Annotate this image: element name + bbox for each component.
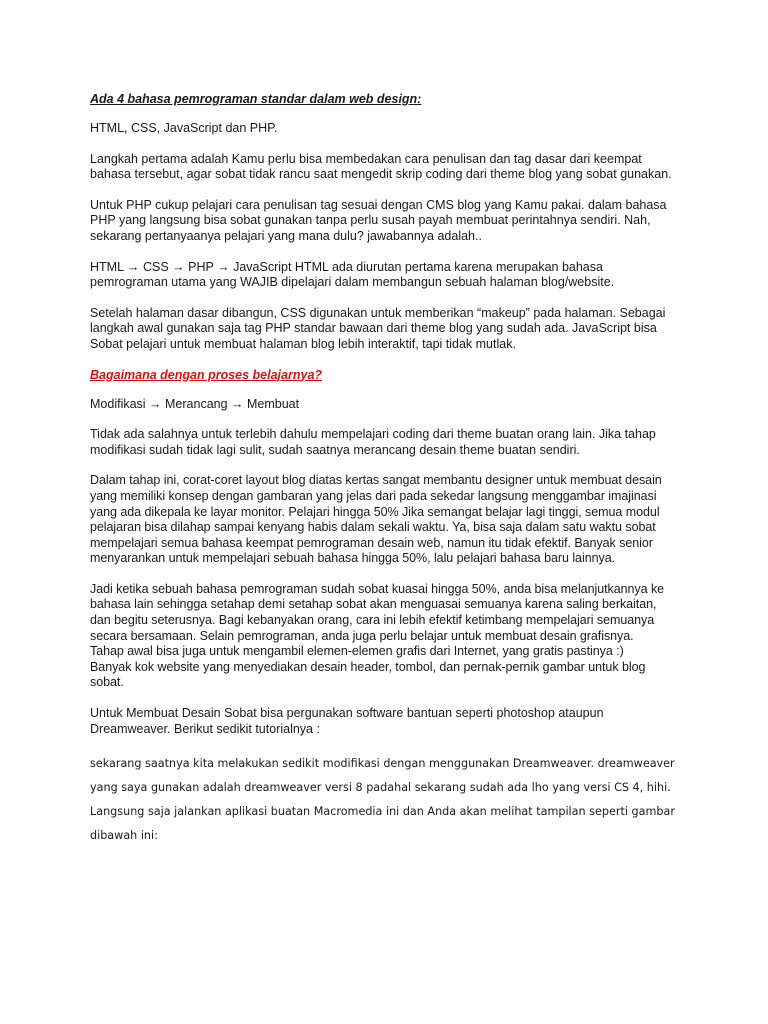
paragraph-languages-list: HTML, CSS, JavaScript dan PHP. [90,121,278,135]
paragraph-design-stage: Dalam tahap ini, corat-coret layout blog diatas kertas sangat membantu designer untuk membuat desain yang memiliki konsep dengan gambaran yang jelas dari pada sekedar langsung menggambar imajinasi yang ada dikepala ke layar monitor. Pelajari hingga 50% Jika semangat belajar lagi tinggi, semua modul pelajaran bisa dilahap sampai kenyang habis dalam sekali waktu. Ya, bisa saja dalam satu waktu sobat mempelajari semua bahasa keempat pemrograman desain web, namun itu tidak efektif. Banyak senior menyarankan untuk mempelajari sebuah bahasa hingga 50%, lalu pelajari bahasa baru lainnya. [90,473,662,566]
paragraph-dreamweaver-tutorial: sekarang saatnya kita melakukan sedikit modifikasi dengan menggunakan Dreamweaver. dreamweaver yang saya gunakan adalah dreamweaver versi 8 padahal sekarang sudah ada lho yang versi CS 4, hihi. Langsung saja jalankan aplikasi buatan Macromedia ini dan Anda akan melihat tampilan seperti gambar dibawah ini: [90,757,675,843]
paragraph-software: Untuk Membuat Desain Sobat bisa pergunakan software bantuan seperti photoshop ataupun Dreamweaver. Berikut sedikit tutorialnya : [90,706,604,736]
section-heading-languages: Ada 4 bahasa pemrograman standar dalam web design: [90,92,422,106]
paragraph-first-step: Langkah pertama adalah Kamu perlu bisa membedakan cara penulisan dan tag dasar dari keempat bahasa tersebut, agar sobat tidak rancu saat mengedit skrip coding dari theme blog yang sobat gunakan. [90,151,672,182]
paragraph-css-makeup: Setelah halaman dasar dibangun, CSS digunakan untuk memberikan “makeup” pada halaman. Sebagai langkah awal gunakan saja tag PHP standar bawaan dari theme blog yang sudah ada. JavaScript bisa Sobat pelajari untuk membuat halaman blog lebih interaktif, tapi tidak mutlak. [90,305,666,351]
section-heading-process: Bagaimana dengan proses belajarnya? [90,367,323,382]
paragraph-php: Untuk PHP cukup pelajari cara penulisan tag sesuai dengan CMS blog yang Kamu pakai. dalam bahasa PHP yang langsung bisa sobat gunakan tanpa perlu susah payah membuat perintahnya sendiri. Nah, sekarang pertanyaanya pelajari yang mana dulu? jawabannya adalah.. [90,197,667,243]
document-page [90,92,690,848]
paragraph-process-steps: Modifikasi → Merancang → Membuat [90,396,300,411]
paragraph-learning-order: HTML → CSS → PHP → JavaScript HTML ada diurutan pertama karena merupakan bahasa pemrograman utama yang WAJIB dipelajari dalam membangun sebuah halaman blog/website. [90,259,615,290]
paragraph-fifty-percent: Jadi ketika sebuah bahasa pemrograman sudah sobat kuasai hingga 50%, anda bisa melanjutkannya ke bahasa lain sehingga setahap demi setahap sobat akan menguasai semuanya karena saling berkaitan, dan begitu seterusnya. Bagi kebanyakan orang, cara ini lebih efektif ketimbang mempelajari semuanya secara bersamaan. Selain pemrograman, anda juga perlu belajar untuk membuat desain grafisnya. Tahap awal bisa juga untuk mengambil elemen-elemen grafis dari Internet, yang gratis pastinya :) Banyak kok website yang menyediakan desain header, tombol, dan pernak-pernik gambar untuk blog sobat. [90,581,665,690]
paragraph-modification: Tidak ada salahnya untuk terlebih dahulu mempelajari coding dari theme buatan orang lain. Jika tahap modifikasi sudah tidak lagi sulit, sudah saatnya merancang desain theme buatan sendiri. [90,427,656,457]
